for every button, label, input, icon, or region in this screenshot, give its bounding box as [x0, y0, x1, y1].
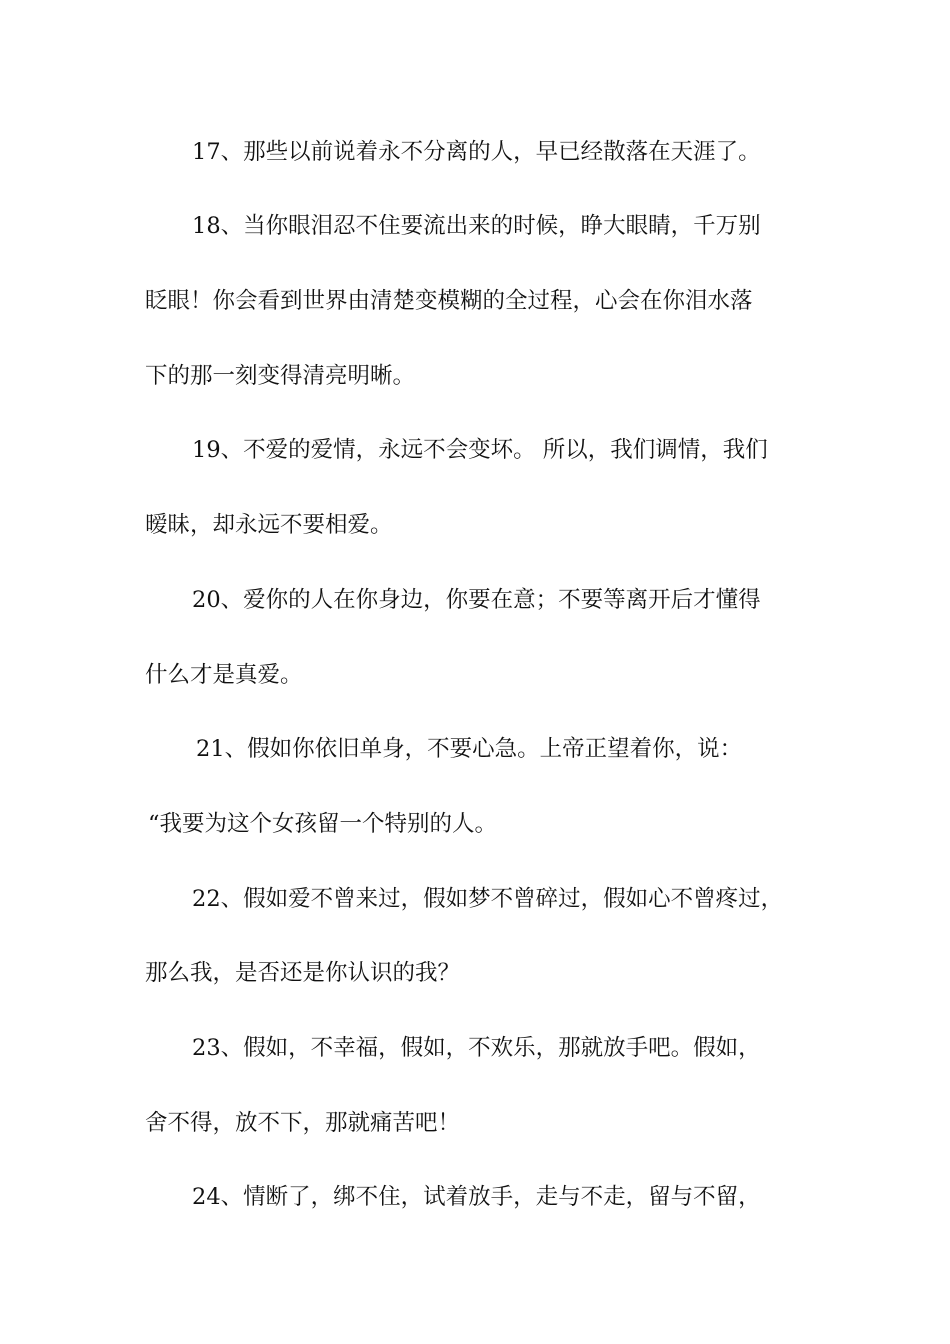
paragraph-22-line-2: 那么我，是否还是你认识的我？ — [145, 960, 461, 986]
paragraph-20-line-2: 什么才是真爱。 — [145, 662, 303, 688]
paragraph-18-line-2: 眨眼！你会看到世界由清楚变模糊的全过程，心会在你泪水落 — [145, 288, 753, 314]
paragraph-21-line-1: 21、假如你依旧单身，不要心急。上帝正望着你，说： — [196, 736, 743, 762]
paragraph-18-line-3: 下的那一刻变得清亮明晰。 — [145, 363, 416, 389]
paragraph-18-line-1: 18、当你眼泪忍不住要流出来的时候，睁大眼睛，千万别 — [192, 213, 761, 239]
paragraph-19-line-2: 暧昧，却永远不要相爱。 — [145, 512, 393, 538]
paragraph-23-line-2: 舍不得，放不下，那就痛苦吧！ — [145, 1110, 461, 1136]
paragraph-24-line-1: 24、情断了，绑不住，试着放手，走与不走，留与不留， — [192, 1184, 761, 1210]
paragraph-17-line-1: 17、那些以前说着永不分离的人，早已经散落在天涯了。 — [192, 139, 761, 165]
paragraph-19-line-1: 19、不爱的爱情，永远不会变坏。 所以，我们调情，我们 — [192, 437, 768, 463]
paragraph-22-line-1: 22、假如爱不曾来过，假如梦不曾碎过，假如心不曾疼过， — [192, 886, 784, 912]
paragraph-21-line-2: “我要为这个女孩留一个特别的人。 — [148, 811, 498, 837]
paragraph-23-line-1: 23、假如，不幸福，假如，不欢乐，那就放手吧。假如， — [192, 1035, 761, 1061]
paragraph-20-line-1: 20、爱你的人在你身边，你要在意；不要等离开后才懂得 — [192, 587, 761, 613]
